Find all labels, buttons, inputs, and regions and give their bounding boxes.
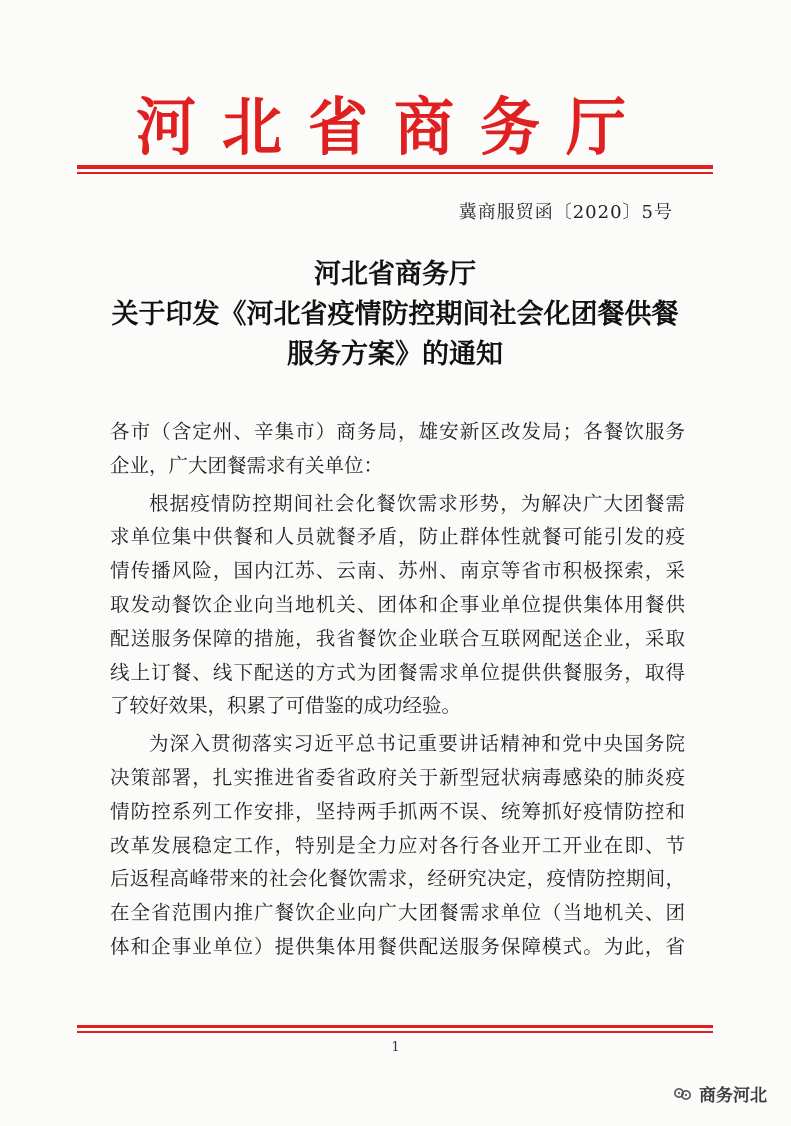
paragraph-line: 决策部署，扎实推进省委省政府关于新型冠状病毒感染的肺炎疫 (110, 765, 685, 789)
addressee-line: 企业，广大团餐需求有关单位： (110, 453, 384, 477)
paragraph-line: 取发动餐饮企业向当地机关、团体和企事业单位提供集体用餐供 (110, 592, 685, 616)
paragraph-line: 情传播风险，国内江苏、云南、苏州、南京等省市积极探索，采 (110, 559, 685, 583)
title-line-1: 河北省商务厅 (314, 259, 476, 290)
paragraph-line: 后返程高峰带来的社会化餐饮需求，经研究决定，疫情防控期间， (110, 867, 685, 891)
paragraph-line: 求单位集中供餐和人员就餐矛盾，防止群体性就餐可能引发的疫 (110, 525, 685, 549)
watermark-account-name: 商务河北 (699, 1086, 767, 1106)
title-line-3: 服务方案》的通知 (287, 339, 503, 370)
document-title (80, 255, 710, 375)
paragraph-line: 为深入贯彻落实习近平总书记重要讲话精神和党中央国务院 (149, 732, 685, 756)
wechat-official-account-icon (673, 1085, 693, 1103)
paragraph-1 (110, 487, 685, 724)
wechat-watermark (673, 1081, 767, 1106)
paragraph-line: 根据疫情防控期间社会化餐饮需求形势，为解决广大团餐需 (149, 491, 685, 515)
footer-red-rule-thick (77, 1025, 713, 1028)
footer-red-rule-thin (77, 1031, 713, 1033)
document-number: 冀商服贸函〔2020〕5号 (458, 202, 673, 223)
paragraph-line: 情防控系列工作安排，坚持两手抓两不误、统筹抓好疫情防控和 (110, 799, 685, 823)
paragraph-line: 改革发展稳定工作，特别是全力应对各行各业开工开业在即、节 (110, 833, 685, 857)
paragraph-line: 在全省范围内推广餐饮企业向广大团餐需求单位（当地机关、团 (110, 901, 685, 925)
addressee-line: 各市（含定州、辛集市）商务局，雄安新区改发局；各餐饮服务 (110, 420, 685, 443)
paragraph-line: 体和企事业单位）提供集体用餐供配送服务保障模式。为此，省 (110, 934, 685, 958)
document-body (110, 415, 685, 964)
page-number: 1 (391, 1040, 400, 1055)
letterhead-red-rule-thin (77, 172, 713, 174)
paragraph-line: 了较好效果，积累了可借鉴的成功经验。 (110, 694, 462, 718)
addressee (110, 415, 685, 483)
paragraph-line: 线上订餐、线下配送的方式为团餐需求单位提供供餐服务，取得 (110, 660, 685, 684)
paragraph-2 (110, 727, 685, 964)
paragraph-line: 配送服务保障的措施，我省餐饮企业联合互联网配送企业，采取 (110, 626, 685, 650)
letterhead-red-rule-thick (77, 165, 713, 169)
title-line-2: 关于印发《河北省疫情防控期间社会化团餐供餐 (111, 299, 679, 330)
letterhead-org-name: 河北省商务厅 (136, 91, 652, 165)
